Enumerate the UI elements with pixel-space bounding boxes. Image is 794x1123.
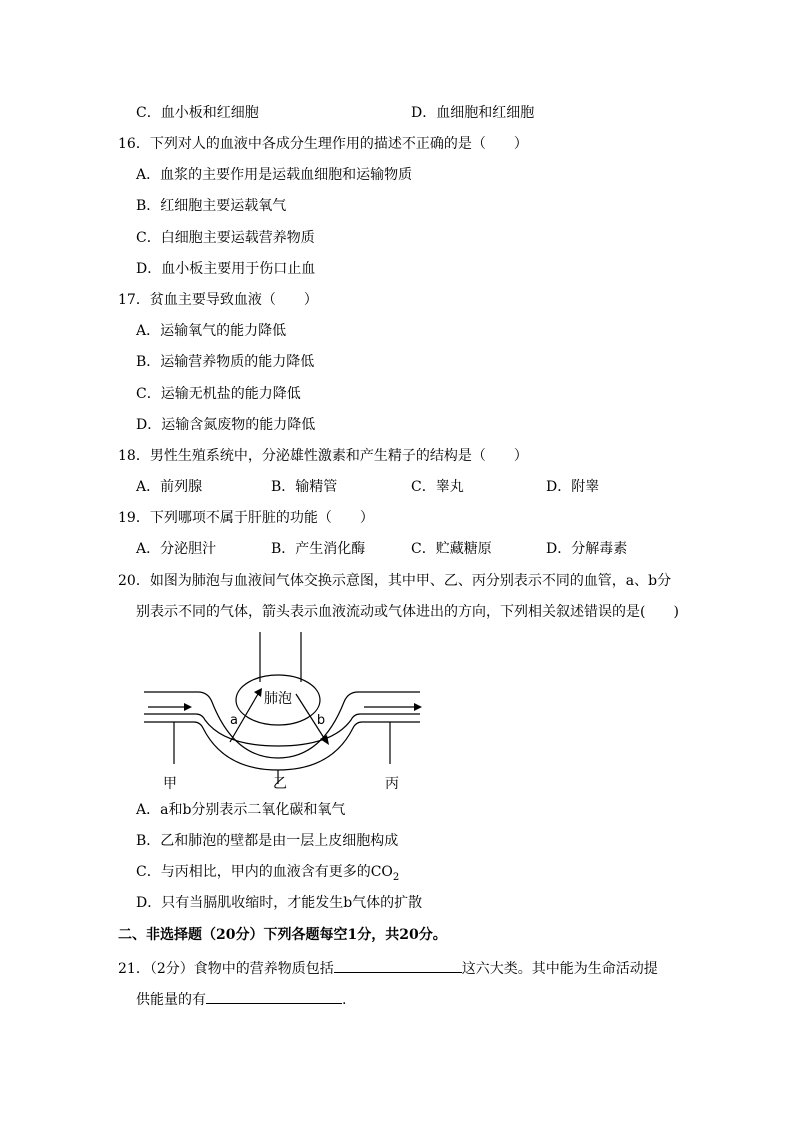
q21-text-4: . [342, 992, 347, 1008]
q19-stem: 19．下列哪项不属于肝脏的功能（ ） [118, 510, 374, 526]
q21-text-2: 这六大类。其中能为生命活动提 [461, 961, 658, 977]
gas-a-label: a [230, 713, 238, 728]
q18-option-c: C．睾丸 [411, 479, 464, 495]
q21-text-3: 供能量的有 [136, 992, 206, 1008]
q17-option-a: A．运输氧气的能力降低 [136, 323, 287, 339]
q19-option-c: C．贮藏糖原 [411, 541, 492, 557]
q21-line2 [136, 989, 346, 1009]
gas-a-arrowhead [254, 688, 262, 697]
vessel-label-jia: 甲 [163, 776, 177, 792]
q18-option-a: A．前列腺 [136, 479, 203, 495]
alveolus-label: 肺泡 [264, 691, 292, 707]
q18-stem: 18．男性生殖系统中，分泌雄性激素和产生精子的结构是（ ） [118, 448, 528, 464]
flow-arrowhead-right [414, 703, 422, 711]
q18-option-b: B．输精管 [271, 479, 338, 495]
gas-b-label: b [316, 713, 326, 728]
q17-option-b: B．运输营养物质的能力降低 [136, 354, 315, 370]
q20-stem-line2: 别表示不同的气体，箭头表示血液流动或气体进出的方向，下列相关叙述错误的是( ) [136, 604, 679, 620]
vessel-label-bing: 丙 [385, 776, 399, 792]
q20-option-a: A．a和b分别表示二氧化碳和氧气 [136, 802, 346, 818]
section2-heading: 二、非选择题（20分）下列各题每空1分，共20分。 [118, 927, 447, 943]
q21-blank-2[interactable] [206, 989, 342, 1004]
q21-blank-1[interactable] [334, 958, 462, 973]
q17-option-c: C．运输无机盐的能力降低 [136, 386, 301, 402]
q16-option-a: A．血浆的主要作用是运载血细胞和运输物质 [136, 167, 413, 183]
q16-option-b: B．红细胞主要运载氧气 [136, 198, 287, 214]
q15-option-c: C．血小板和红细胞 [136, 105, 259, 121]
q17-stem: 17．贫血主要导致血液（ ） [118, 292, 318, 308]
q16-option-c: C．白细胞主要运载营养物质 [136, 230, 315, 246]
q16-option-d: D．血小板主要用于伤口止血 [136, 261, 316, 277]
q20-option-c [136, 863, 399, 887]
vessel-label-yi: 乙 [273, 776, 287, 792]
q19-option-d: D．分解毒素 [546, 541, 628, 557]
q20-option-b: B．乙和肺泡的壁都是由一层上皮细胞构成 [136, 833, 399, 849]
q20-option-c-text: C．与丙相比，甲内的血液含有更多的CO [136, 864, 393, 880]
q17-option-d: D．运输含氮废物的能力降低 [136, 417, 316, 433]
q20-option-c-subscript: 2 [392, 871, 400, 883]
q19-option-a: A．分泌胆汁 [136, 541, 217, 557]
q20-stem-line1: 20．如图为肺泡与血液间气体交换示意图，其中甲、乙、丙分别表示不同的血管，a、b分 [118, 573, 672, 589]
q21-line1 [118, 958, 658, 978]
q16-stem: 16．下列对人的血液中各成分生理作用的描述不正确的是（ ） [118, 136, 528, 152]
q18-option-d: D．附睾 [546, 479, 600, 495]
q19-option-b: B．产生消化酶 [271, 541, 366, 557]
flow-arrowhead-left [184, 703, 192, 711]
q20-option-d: D．只有当膈肌收缩时，才能发生b气体的扩散 [136, 895, 423, 911]
q21-text-1: 21．（2分）食物中的营养物质包括 [118, 961, 334, 977]
q15-option-d: D．血细胞和红细胞 [411, 105, 535, 121]
vessel-inner-wall-top [144, 714, 420, 746]
gas-exchange-diagram [138, 630, 428, 795]
